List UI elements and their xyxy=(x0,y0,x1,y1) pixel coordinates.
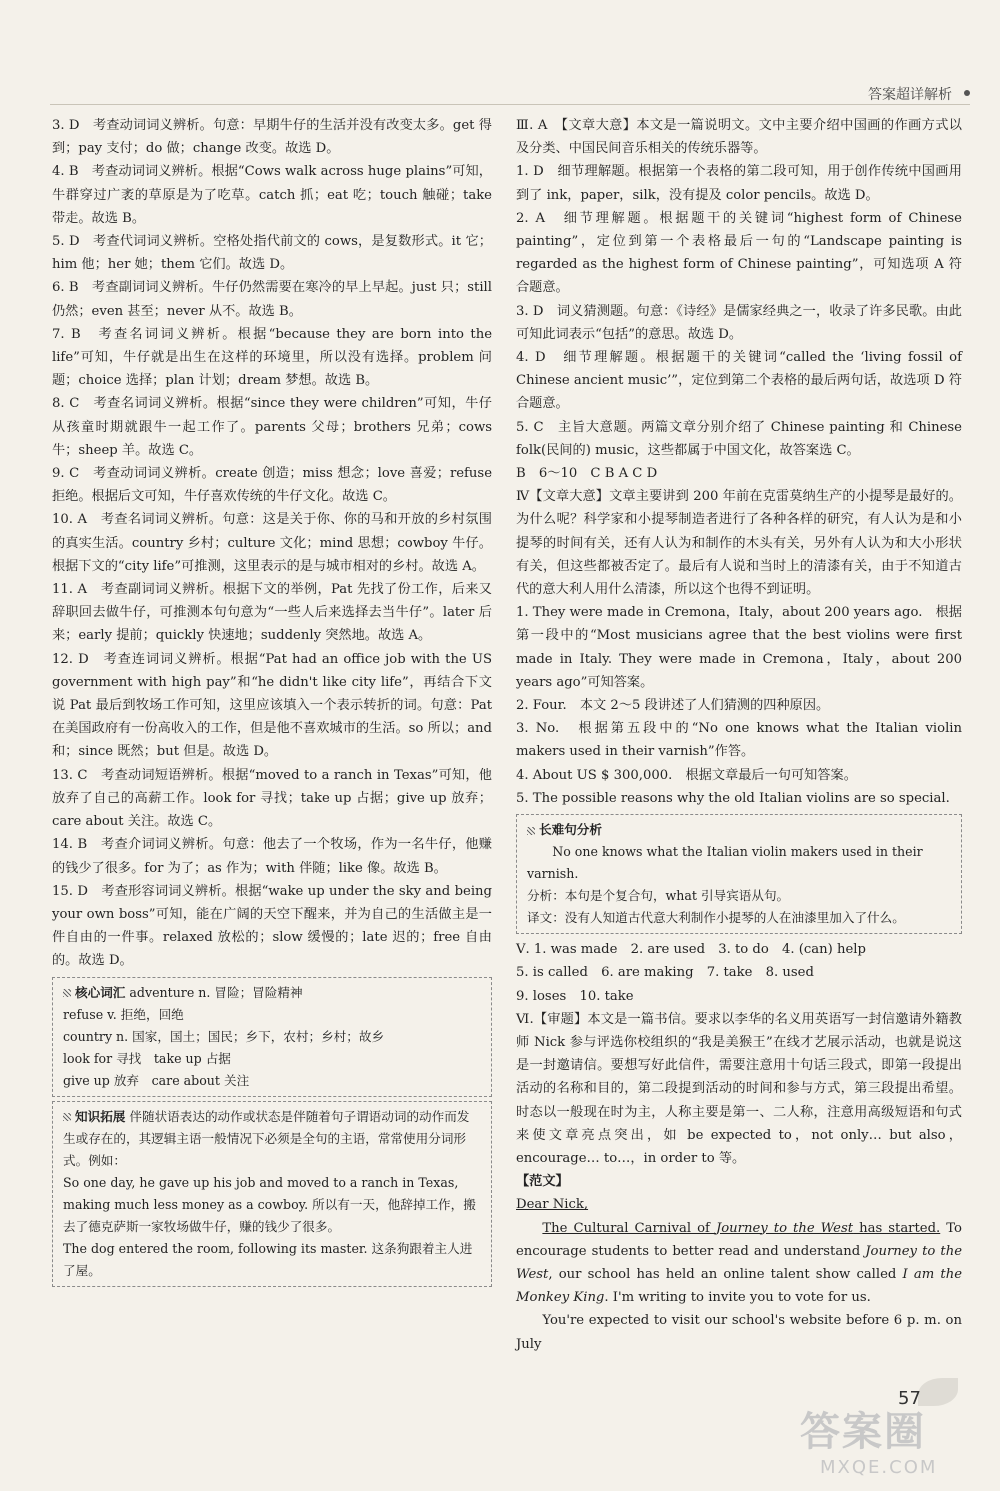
answer-item: B 6～10 C B A C D xyxy=(516,466,658,482)
long-sentence-text: No one knows what the Italian violin makers used in their varnish. xyxy=(527,844,923,882)
header-dot-icon xyxy=(964,90,970,96)
answer-item: 7. B 考查名词词义辨析。根据“because they are born into the life”可知，牛仔就是出生在这样的环境里，所以没有选择。problem 问题；choice 选择；plan 计划；dream 梦想。故选 B。 xyxy=(52,326,492,389)
watermark-main: 答案圈 xyxy=(800,1409,926,1455)
answer-item: 3. D 考查动词词义辨析。句意：早期牛仔的生活并没有改变太多。get 得到；pay 支付；do 做；change 改变。故选 D。 xyxy=(52,118,492,157)
knowledge-title: 知识拓展 xyxy=(63,1109,125,1124)
answer-item: 2. A 细节理解题。根据题干的关键词“highest form of Chinese painting”，定位到第一个表格最后一句的“Landscape painting is regarded as the highest form of Chinese painting”，可知选项 A 符合题意。 xyxy=(516,210,962,296)
answer-item: Ⅲ. A 【文章大意】本文是一篇说明文。文中主要介绍中国画的作画方式以及分类、中国民间音乐相关的传统乐器等。 xyxy=(516,118,962,157)
core-vocab-title: 核心词汇 xyxy=(63,985,125,1000)
essay-text: To encourage students to better read and understand xyxy=(516,1220,962,1259)
answer-item: 4. D 细节理解题。根据题干的关键词“called the ‘living fossil of Chinese ancient music’”，定位到第二个表格的最后两句话，故选项 D 符合题意。 xyxy=(516,350,962,412)
essay-label: 【范文】 xyxy=(516,1174,569,1190)
knowledge-example: So one day, he gave up his job and moved to a ranch in Texas, making much less money as a cowboy. 所以有一天，他辞掉工作，搬去了德克萨斯一家牧场做牛仔，赚的钱少了很多。 xyxy=(63,1174,476,1234)
answer-item: 5. C 主旨大意题。两篇文章分别介绍了 Chinese painting 和 Chinese folk(民间的) music，这些都属于中国文化，故答案选 C。 xyxy=(516,419,962,458)
header-title: 答案超详解析 xyxy=(868,87,952,103)
knowledge-example: The dog entered the room, following its master. 这条狗跟着主人进了屋。 xyxy=(63,1240,473,1278)
long-sentence-analysis: 分析：本句是个复合句，what 引导宾语从句。 xyxy=(527,888,790,904)
knowledge-intro: 伴随状语表达的动作或状态是伴随着句子谓语动词的动作而发生或存在的，其逻辑主语一般情况下必须是全句的主语，常常使用分词形式。例如： xyxy=(63,1108,470,1168)
answer-item: 1. They were made in Cremona，Italy，about 200 years ago. 根据第一段中的“Most musicians agree that the best violins were first made in Italy. They were made in Cremona，Italy，about 200 years ago”可知答案。 xyxy=(516,605,962,690)
essay-text: has started. xyxy=(853,1220,941,1236)
vocab-item: country n. 国家，国土；国民；乡下，农村；乡村；故乡 xyxy=(63,1028,385,1044)
answer-item: 13. C 考查动词短语辨析。根据“moved to a ranch in Texas”可知，他放弃了自己的高薪工作。look for 寻找；take up 占据；give up 放弃；care about 关注。故选 C。 xyxy=(52,767,492,830)
answer-item: 2. Four. 本文 2～5 段讲述了人们猜测的四种原因。 xyxy=(516,698,830,714)
answer-item: 4. About US $ 300,000. 根据文章最后一句可知答案。 xyxy=(516,767,857,783)
answer-item: 10. A 考查名词词义辨析。句意：这是关于你、你的马和开放的乡村氛围的真实生活。country 乡村；culture 文化；mind 思想；cowboy 牛仔。根据下文的“city life”可推测，这里表示的是与城市相对的乡村。故选 A。 xyxy=(52,512,492,574)
essay-title-italic: Journey to the West xyxy=(516,1243,962,1282)
right-column xyxy=(516,114,962,1356)
answer-item: 5. The possible reasons why the old Italian violins are so special. xyxy=(516,790,950,806)
essay-text: . I'm writing to invite you to vote for us. xyxy=(604,1290,871,1306)
essay-paragraph-2: You're expected to visit our school's website before 6 p. m. on July xyxy=(516,1313,962,1352)
knowledge-box xyxy=(52,1101,492,1287)
answer-item: 6. B 考查副词词义辨析。牛仔仍然需要在寒冷的早上早起。just 只；still 仍然；even 甚至；never 从不。故选 B。 xyxy=(52,280,492,319)
long-sentence-translation: 译文：没有人知道古代意大利制作小提琴的人在油漆里加入了什么。 xyxy=(527,910,905,926)
answer-item: 5. is called 6. are making 7. take 8. used xyxy=(516,965,814,981)
long-sentence-title: 长难句分析 xyxy=(527,819,951,841)
answer-item: 9. loses 10. take xyxy=(516,988,634,1004)
answer-item: 14. B 考查介词词义辨析。句意：他去了一个牧场，作为一名牛仔，他赚的钱少了很多。for 为了；as 作为；with 伴随；like 像。故选 B。 xyxy=(52,837,492,876)
answer-item: 12. D 考查连词词义辨析。根据“Pat had an office job with the US government with high pay”和“he didn't like city life”，再结合下文说 Pat 最后到牧场工作可知，这里应该填入一个表示转折的词。句意：Pat 在美国政府有一份高收入的工作，但是他不喜欢城市的生活。so 所以；and 和；since 既然；but 但是。故选 D。 xyxy=(52,651,492,760)
long-sentence-box xyxy=(516,814,962,934)
answer-item: 5. D 考查代词词义辨析。空格处指代前文的 cows，是复数形式。it 它；him 他；her 她；them 它们。故选 D。 xyxy=(52,234,492,273)
core-vocab-box xyxy=(52,977,492,1097)
answer-item: 9. C 考查动词词义辨析。create 创造；miss 想念；love 喜爱；refuse 拒绝。根据后文可知，牛仔喜欢传统的牛仔文化。故选 C。 xyxy=(52,466,492,505)
answer-item: 11. A 考查副词词义辨析。根据下文的举例，Pat 先找了份工作，后来又辞职回去做牛仔，可推测本句句意为“一些人后来选择去当牛仔”。later 后来；early 提前；quickly 快速地；suddenly 突然地。故选 A。 xyxy=(52,582,492,644)
answer-item: Ⅳ【文章大意】文章主要讲到 200 年前在克雷莫纳生产的小提琴是最好的。为什么呢？科学家和小提琴制造者进行了各种各样的研究，有人认为是和小提琴的时间有关，还有人认为和制作的木头有关，另外有人认为和大小形状有关，但这些都被否定了。最后有人说和当时上的清漆有关，由于不知道古代的意大利人用什么清漆，所以这个也得不到证明。 xyxy=(516,489,962,598)
essay-paragraph-1 xyxy=(516,1217,962,1310)
answer-item: 4. B 考查动词词义辨析。根据“Cows walk across huge plains”可知，牛群穿过广袤的草原是为了吃草。catch 抓；eat 吃；touch 触碰；take 带走。故选 B。 xyxy=(52,164,492,226)
answer-item: 3. D 词义猜测题。句意：《诗经》是儒家经典之一，收录了许多民歌。由此可知此词表示“包括”的意思。故选 D。 xyxy=(516,303,962,342)
essay-text: The Cultural Carnival of xyxy=(542,1220,716,1236)
page-header xyxy=(50,82,970,105)
vocab-item: look for 寻找 take up 占据 xyxy=(63,1050,231,1066)
essay-text: , our school has held an online talent show called xyxy=(548,1266,903,1282)
answer-item: 3. No. 根据第五段中的“No one knows what the Italian violin makers used in their varnish”作答。 xyxy=(516,721,962,760)
watermark xyxy=(800,1400,990,1485)
answer-item: Ⅴ. 1. was made 2. are used 3. to do 4. (can) help xyxy=(516,942,866,958)
answer-item: 15. D 考查形容词词义辨析。根据“wake up under the sky and being your own boss”可知，能在广阔的天空下醒来，并为自己的生活做主是一件自由的一件事。relaxed 放松的；slow 缓慢的；late 迟的；free 自由的。故选 D。 xyxy=(52,883,492,969)
left-column xyxy=(52,114,492,1291)
answer-item: 1. D 细节理解题。根据第一个表格的第二段可知，用于创作传统中国画用到了 ink，paper，silk，没有提及 color pencils。故选 D。 xyxy=(516,164,962,203)
answer-item: 8. C 考查名词词义辨析。根据“since they were children”可知，牛仔从孩童时期就跟牛一起工作了。parents 父母；brothers 兄弟；cows 牛；sheep 羊。故选 C。 xyxy=(52,396,492,458)
page-number: 57 xyxy=(898,1388,921,1409)
vocab-item: give up 放弃 care about 关注 xyxy=(63,1072,250,1088)
answer-item: Ⅵ.【审题】本文是一篇书信。要求以李华的名义用英语写一封信邀请外籍教师 Nick 参与评选你校组织的“我是美猴王”在线才艺展示活动，也就是说这是一封邀请信。要想写好此信件，需要注意用十句话三段式，即第一段提出活动的名称和目的，第二段提到活动的时间和参与方式，第三段提出希望。时态以一般现在时为主，人称主要是第一、二人称，注意用高级短语和句式来使文章亮点突出，如 be expected to，not only… but also，encourage… to…，in order to 等。 xyxy=(516,1011,962,1166)
essay-title-italic: I am the Monkey King xyxy=(516,1266,963,1306)
essay-title-italic: Journey to the West xyxy=(715,1220,854,1236)
vocab-item: refuse v. 拒绝，回绝 xyxy=(63,1006,184,1022)
watermark-sub: MXQE.COM xyxy=(820,1457,938,1478)
essay-greeting: Dear Nick, xyxy=(516,1197,589,1213)
vocab-item: adventure n. 冒险；冒险精神 xyxy=(129,984,303,1000)
